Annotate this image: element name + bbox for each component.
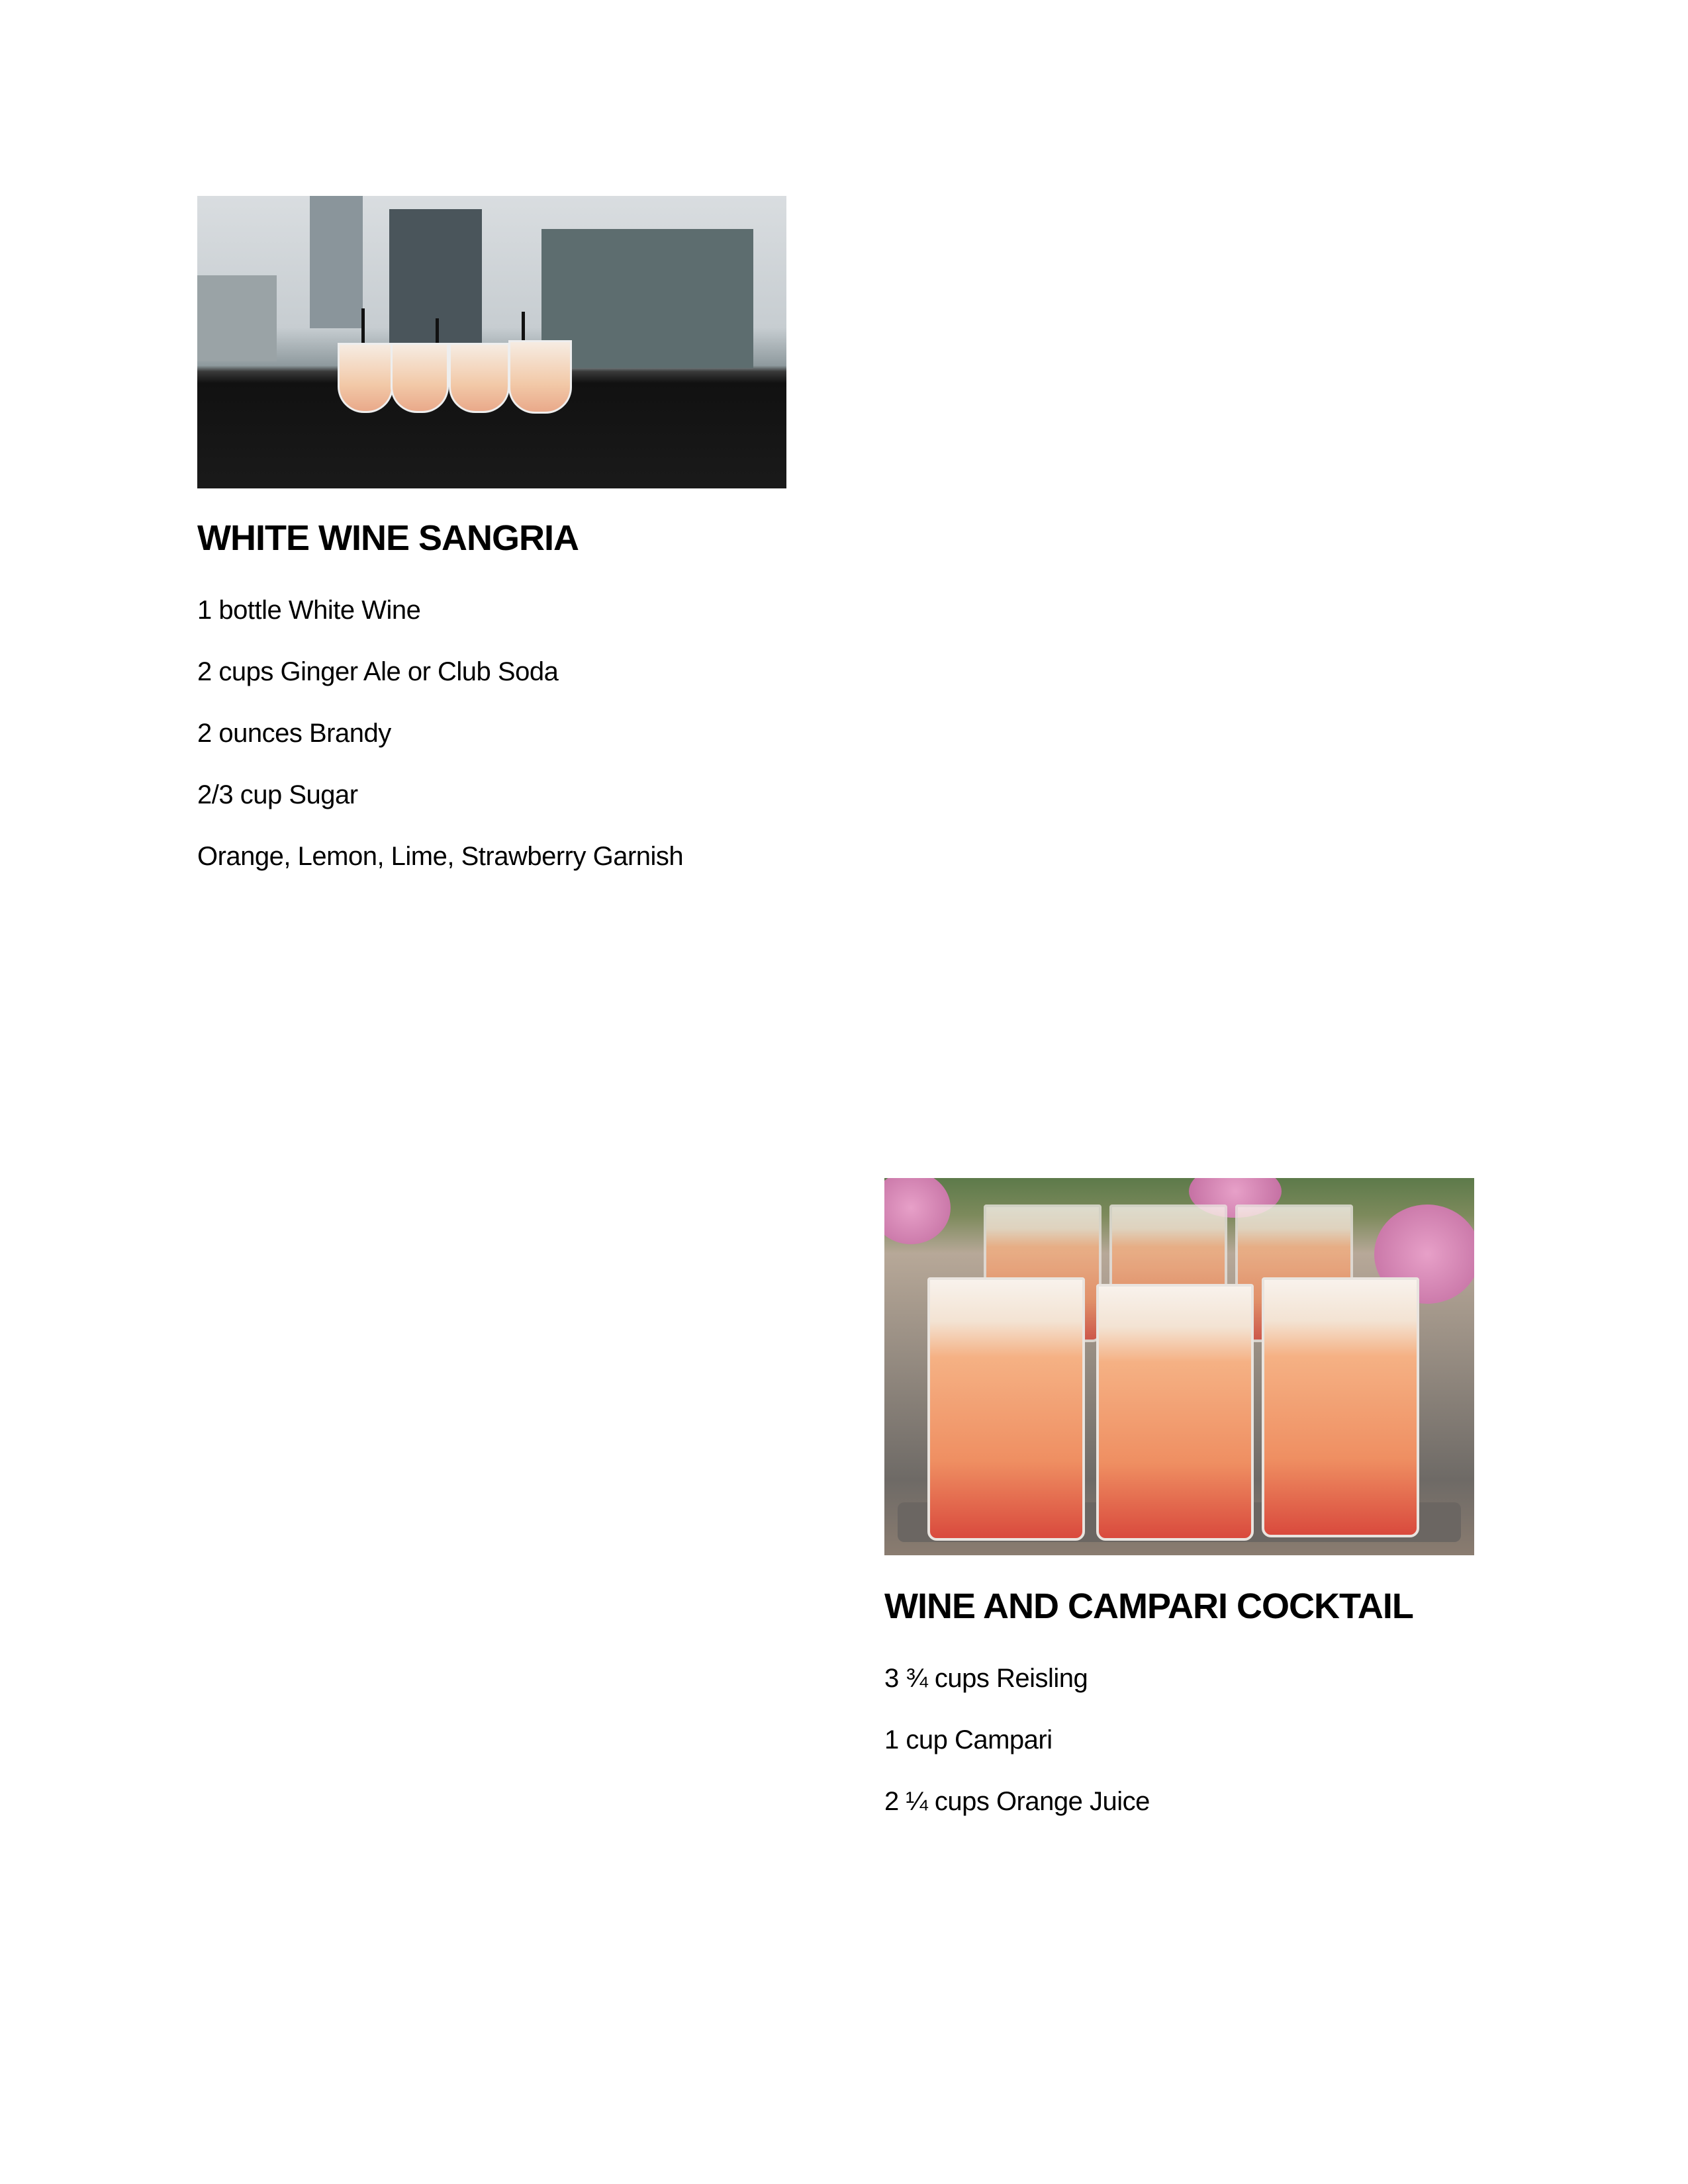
campari-cocktail-photo — [884, 1178, 1474, 1555]
ingredient: 2/3 cup Sugar — [197, 780, 358, 809]
ingredient: 2 cups Ginger Ale or Club Soda — [197, 657, 559, 686]
ingredient: Orange, Lemon, Lime, Strawberry Garnish — [197, 842, 684, 871]
ingredient: 2 ¼ cups Orange Juice — [884, 1787, 1150, 1816]
ingredient: 2 ounces Brandy — [197, 719, 391, 748]
ingredient: 3 ¾ cups Reisling — [884, 1664, 1088, 1693]
ingredient: 1 bottle White Wine — [197, 596, 421, 625]
recipe-title: WHITE WINE SANGRIA — [197, 518, 579, 558]
recipe-title: WINE AND CAMPARI COCKTAIL — [884, 1586, 1413, 1626]
sangria-photo — [197, 196, 786, 488]
ingredient: 1 cup Campari — [884, 1725, 1053, 1754]
